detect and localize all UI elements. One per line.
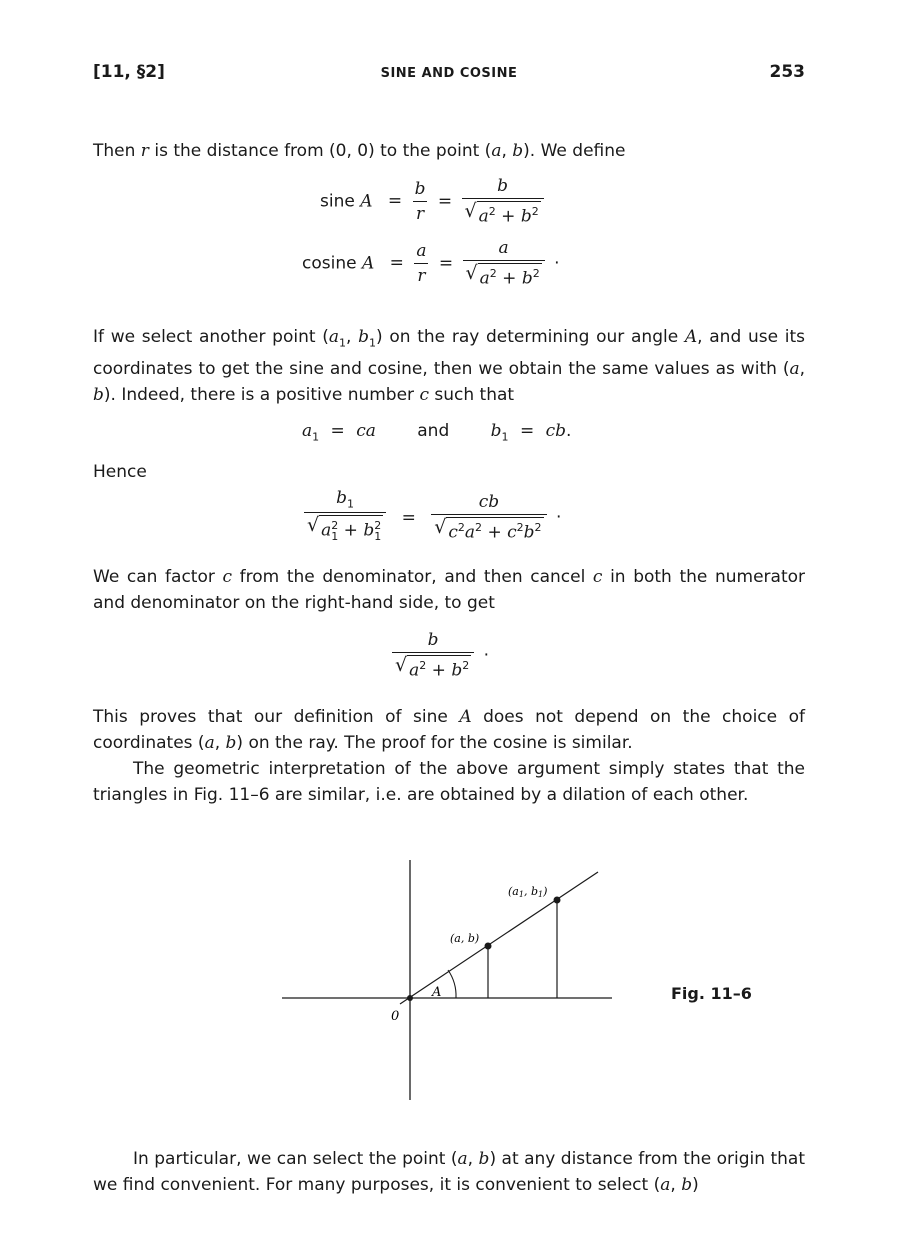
result-fraction: b √ $a^2 + b^2$ · [388, 630, 489, 681]
cosine-equation: cosine A = $\frac{a}{r}$ = a √ $a^2 + b^2$ · [302, 238, 560, 289]
sine-equation: sine A = $\frac{b}{r}$ = b √ $a^2 + b^2$ [320, 176, 548, 227]
angle-label: A [432, 985, 442, 1000]
page-number: 253 [769, 62, 805, 82]
cosine-label: cosine A [302, 253, 375, 274]
paragraph-geometric: The geometric interpretation of the above argument simply states that the triangles in Fig. 11–6 are similar, i.e. are obtained by a dilation of each other. [93, 759, 805, 805]
paragraph-particular: In particular, we can select the point (a, b) at any distance from the origin that we find convenient. For many purposes, it is convenient to select (a, b) [93, 1149, 806, 1195]
paragraph-proof: This proves that our definition of sine A does not depend on the choice of coordinates (a, b) on the ray. The proof for the cosine is similar. [93, 707, 805, 753]
hence-label: Hence [93, 462, 147, 482]
point-a-b [485, 943, 492, 950]
origin-label: 0 [391, 1009, 400, 1024]
paragraph-another-point: If we select another point ($a_1$, $b_1$) on the ray determining our angle A, and use its coordinates to get the sine and cosine, then we obtain the same values as with (a, b). Indeed, there is a positive number c such that [93, 327, 805, 406]
figure-caption: Fig. 11–6 [671, 984, 752, 1003]
scaling-equation: $a_1$ = ca and $b_1$ = cb. [302, 421, 572, 444]
point2-label: (a1, b1) [508, 885, 548, 899]
point-a1-b1 [554, 897, 561, 904]
origin-point [407, 995, 413, 1001]
paragraph-define: Then r is the distance from (0, 0) to the point (a, b). We define [93, 141, 626, 161]
angle-arc [448, 970, 456, 998]
figure-11-6 [270, 850, 630, 1110]
ray [400, 872, 598, 1004]
running-title: SINE AND COSINE [380, 66, 518, 81]
and-word: and [417, 421, 450, 441]
sine-label: sine A [320, 191, 373, 212]
paragraph-factor: We can factor c from the denominator, and then cancel c in both the numerator and denominator on the right-hand side, to get [93, 567, 805, 613]
point1-label: (a, b) [450, 932, 480, 945]
section-reference: [11, §2] [93, 62, 165, 82]
ratio-equation: $b_1$ √ $a^2_1 + b^2_1$ = cb √ $c^2a^2 + c^2b^2$ · [300, 488, 561, 547]
